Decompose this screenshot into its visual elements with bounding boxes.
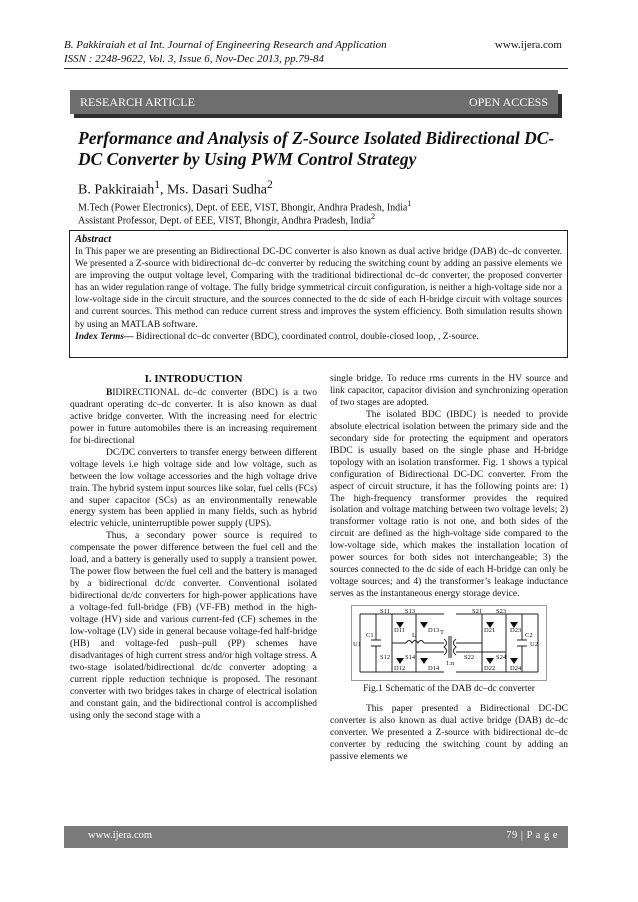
right-column [330, 374, 568, 764]
page-number: 79 | P a g e [506, 830, 558, 841]
index-terms [75, 331, 562, 343]
header-url[interactable]: www.ijera.com [494, 39, 562, 51]
label-l: L [412, 632, 416, 640]
footer-url[interactable]: www.ijera.com [88, 830, 153, 841]
intro-paragraph-1-text: IDIRECTIONAL dc–dc converter (BDC) is a two quadrant operating dc–dc converter. It is also known as dual active bridge converter. With the increasing need for electric power in future automobiles there is an increasing requirement for bi-directional [70, 387, 317, 446]
author-1: B. Pakkiraiah [78, 182, 155, 198]
affiliation-1-text: M.Tech (Power Electronics), Dept. of EEE, VIST, Bhongir, Andhra Pradesh, India [78, 202, 408, 214]
intro-paragraph-3: Thus, a secondary power source is required to compensate the power difference between the fuel cell and the load, and a battery is generally used to supply a transient power. The power flow between the fuel cell and the battery is managed by a bidirectional dc/dc converter. Conventional isolated bidirectional dc/dc converters for high-power applications have a voltage-fed full-bridge (FB) (VF-FB) method in the high-voltage (HV) side and various current-fed (CF) schemes in the low-voltage (LV) side in general because voltage-fed half-bridge (HB) and voltage-fed push–pull (PP) schemes have disadvantages of high current stress and/or high voltage stress. A two-stage isolated/bidirectional dc/dc converter adopting a current ripple reduction technique is proposed. The resonant converter with two bridges takes in charge of electrical isolation and constant gain, and the bidirectional control is accomplished using only the second stage with a [70, 531, 317, 721]
header-rule [64, 68, 568, 69]
label-s12: S12 [380, 654, 391, 662]
author-2-sup: 2 [266, 178, 273, 191]
section-heading-introduction: I. INTRODUCTION [144, 373, 243, 385]
label-d11: D11 [394, 627, 405, 635]
right-paragraph-3: This paper presented a Bidirectional DC-DC converter is also known as dual active bridge (DAB) dc–dc converter. We presented a Z-source with bidirectional dc–dc converter by reducing the switching count by adding an passive elements we [330, 704, 568, 762]
banner-open-access: OPEN ACCESS [468, 95, 548, 109]
label-d21: D21 [484, 627, 496, 635]
dab-schematic-figure [351, 605, 547, 681]
label-u1: U1 [353, 641, 361, 649]
label-s23: S23 [496, 608, 507, 616]
right-paragraph-1: single bridge. To reduce rms currents in the HV source and link capacitor, capacitor division and synchronizing operation of two stages are adopted. [330, 374, 568, 408]
issn-line: ISSN : 2248-9622, Vol. 3, Issue 6, Nov-Dec 2013, pp.79-84 [64, 53, 324, 65]
label-s24: S24 [496, 654, 507, 662]
banner-research-article: RESEARCH ARTICLE [80, 95, 195, 109]
author-1-sup: 1 [154, 178, 161, 191]
drop-letter: B [106, 387, 113, 398]
journal-citation: B. Pakkiraiah et al Int. Journal of Engineering Research and Application [64, 39, 387, 51]
authors [78, 178, 273, 199]
label-d13: D13 [428, 627, 440, 635]
author-2: , Ms. Dasari Sudha [160, 182, 267, 198]
label-d12: D12 [394, 665, 406, 673]
label-c2: C2 [525, 632, 533, 640]
affiliation-1-sup: 1 [407, 199, 412, 208]
label-s21: S21 [472, 608, 483, 616]
paper-title: Performance and Analysis of Z-Source Isolated Bidirectional DC-DC Converter by Using PWM Control Strategy [78, 128, 555, 169]
label-s22: S22 [464, 654, 475, 662]
affiliation-2 [78, 212, 375, 226]
label-t: T [440, 629, 444, 637]
label-s14: S14 [405, 654, 416, 662]
right-paragraph-2: The isolated BDC (IBDC) is needed to provide absolute electrical isolation between the primary side and the secondary side for protecting the equipment and operators IBDC is usually based on the single phase and H-bridge topology with an isolation transformer. Fig. 1 shows a typical configuration of Bidirectional DC-DC converter. From the aspect of circuit structure, it has the following points are: 1) The high-frequency transformer provides the required isolation and voltage matching between two voltage levels; 2) transformer voltage ratio is not one, and both sides of the circuit are defined as the high-voltage side compared to the low-voltage side, which makes the installation location of power sources for both sides not interchangeable; 3) the sources connected to the dc side of each H-bridge can only be voltage sources; and 4) the transformer’s leakage inductance serves as the instantaneous energy storage device. [330, 409, 568, 600]
label-d22: D22 [484, 665, 496, 673]
intro-paragraph-1 [70, 388, 317, 448]
article-banner [70, 90, 558, 114]
intro-paragraph-2: DC/DC converters to transfer energy between different voltage levels i.e high voltage side and low voltage, such as between the low voltage accessories and the high voltage drive train. The hybrid system input sources like solar, fuel cells (FCs) and super capacitor (SCs) as an environmentally renewable energy system has been applied in many fields, such as hybrid electric vehicle, uninterruptible power supply (UPS). [70, 447, 317, 530]
index-terms-label: Index Terms— [75, 331, 134, 342]
abstract-body: In This paper we are presenting an Bidirectional DC-DC converter is also known as dual active bridge (DAB) dc–dc converter. We presented a Z-source with bidirectional dc–dc converter by reducing the switching count by adding an passive elements we are improving the output voltage level, Comparing with the traditional bidirectional dc–dc converter, the proposed converter has an wider regulation range of voltage. The fully bridge symmetrical circuit configuration, is neither a high-voltage side nor a low-voltage side in the circuit structure, and the sources connected to the dc side of each H-bridge circuit with voltage sources and current sources. This method can reduce current stress and improves the system efficiency. Both simulation results shown by using an MATLAB software. [75, 247, 562, 330]
label-s13: S13 [405, 608, 416, 616]
label-d23: D23 [510, 627, 522, 635]
affiliation-2-sup: 2 [370, 212, 376, 221]
label-ratio: 1:n [446, 660, 455, 668]
affiliation-2-text: Assistant Professor, Dept. of EEE, VIST, Bhongir, Andhra Pradesh, India [78, 215, 371, 227]
label-u2: U2 [530, 641, 538, 649]
label-d14: D14 [428, 665, 440, 673]
label-d24: D24 [510, 665, 522, 673]
abstract-heading: Abstract [75, 234, 112, 245]
dab-schematic [352, 606, 546, 680]
label-c1: C1 [366, 632, 374, 640]
label-s11: S11 [380, 608, 390, 616]
index-terms-text: Bidirectional dc–dc converter (BDC), coordinated control, double-closed loop, , Z-source. [133, 331, 479, 342]
abstract-box [69, 230, 568, 358]
figure-caption: Fig.1 Schematic of the DAB dc–dc converter [363, 684, 535, 695]
left-column [70, 374, 317, 723]
